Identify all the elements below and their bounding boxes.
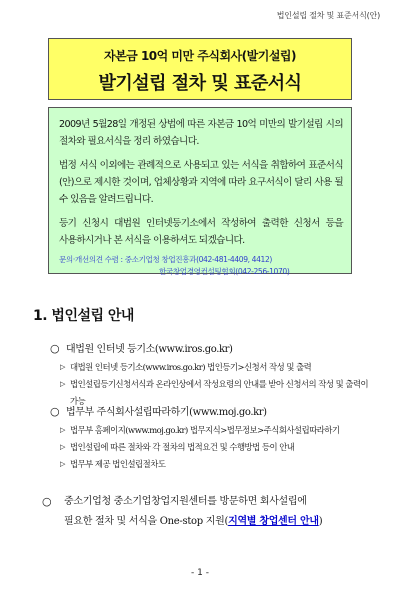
sub-item bbox=[60, 422, 370, 439]
document-subtitle: 자본금 10억 미만 주식회사(발기설립) bbox=[104, 49, 296, 63]
notice-box bbox=[48, 107, 352, 274]
triangle-bullet-icon: ▷ bbox=[60, 460, 65, 468]
list-item bbox=[50, 340, 370, 410]
final-note-text: ) bbox=[318, 516, 323, 527]
triangle-bullet-icon: ▷ bbox=[60, 426, 65, 434]
triangle-bullet-icon: ▷ bbox=[60, 443, 65, 451]
contact-line: 문의·개선의견 수렴 : 중소기업청 창업진흥과(042-481-4409, 4412) bbox=[59, 255, 272, 264]
sub-item-text: 법인설립에 따른 절차와 각 절차의 법적요건 및 수행방법 등이 안내 bbox=[70, 442, 295, 452]
final-note bbox=[42, 492, 368, 532]
title-box bbox=[48, 38, 352, 100]
item-title: 대법원 인터넷 등기소(www.iros.go.kr) bbox=[66, 344, 233, 355]
notice-paragraph: 법정 서식 이외에는 관례적으로 사용되고 있는 서식을 취합하여 표준서식(안)으로 제시한 것이며, 업체상황과 지역에 따라 요구서식이 달리 사용 될 수 있음을 알려드립니다. bbox=[59, 160, 343, 205]
item-title: 법무부 주식회사설립따라하기(www.moj.go.kr) bbox=[66, 407, 267, 418]
final-note-text: 필요한 절차 및 서식을 One-stop 지원( bbox=[64, 516, 229, 527]
sub-item bbox=[60, 456, 370, 473]
notice-paragraph: 등기 신청시 대법원 인터넷등기소에서 작성하여 출력한 신청서 등을 사용하시거나 본 서식을 이용하셔도 되겠습니다. bbox=[59, 218, 343, 246]
sub-item bbox=[60, 359, 370, 376]
triangle-bullet-icon: ▷ bbox=[60, 380, 65, 388]
circle-bullet-icon: ○ bbox=[50, 405, 60, 418]
triangle-bullet-icon: ▷ bbox=[60, 363, 65, 371]
notice-paragraph: 2009년 5월28일 개정된 상법에 따른 자본금 10억 미만의 발기설립 시의 절차와 필요서식을 정리 하였습니다. bbox=[59, 119, 343, 147]
contact-line: 한국창업경영컨설팅협회(042-256-1070) bbox=[159, 267, 290, 276]
sub-item-text: 법인설립등기신청서식과 온라인상에서 작성요령의 안내를 받아 신청서의 작성 및 출력이 가능 bbox=[70, 379, 369, 406]
sub-item-text: 대법원 인터넷 등기소(www.iros.go.kr) 법인등기>신청서 작성 및 출력 bbox=[70, 362, 312, 372]
circle-bullet-icon: ○ bbox=[50, 342, 60, 355]
document-title: 발기설립 절차 및 표준서식 bbox=[98, 73, 302, 94]
list-item bbox=[50, 403, 370, 473]
final-note-line: 중소기업청 중소기업창업지원센터를 방문하면 회사설립에 bbox=[64, 496, 307, 507]
circle-bullet-icon: ○ bbox=[42, 495, 52, 508]
running-header: 법인설립 절차 및 표준서식(안) bbox=[276, 11, 380, 20]
page-number: - 1 - bbox=[191, 568, 209, 578]
section-heading: 1. 법인설립 안내 bbox=[33, 308, 134, 324]
sub-item-text: 법무부 홈페이지(www.moj.go.kr) 법무지식>법무정보>주식회사설립따라하기 bbox=[70, 425, 340, 435]
regional-center-link[interactable]: 지역별 창업센터 안내 bbox=[228, 516, 319, 527]
sub-item-text: 법무부 제공 법인설립절차도 bbox=[70, 459, 166, 469]
contact-info bbox=[59, 254, 343, 278]
sub-item bbox=[60, 439, 370, 456]
